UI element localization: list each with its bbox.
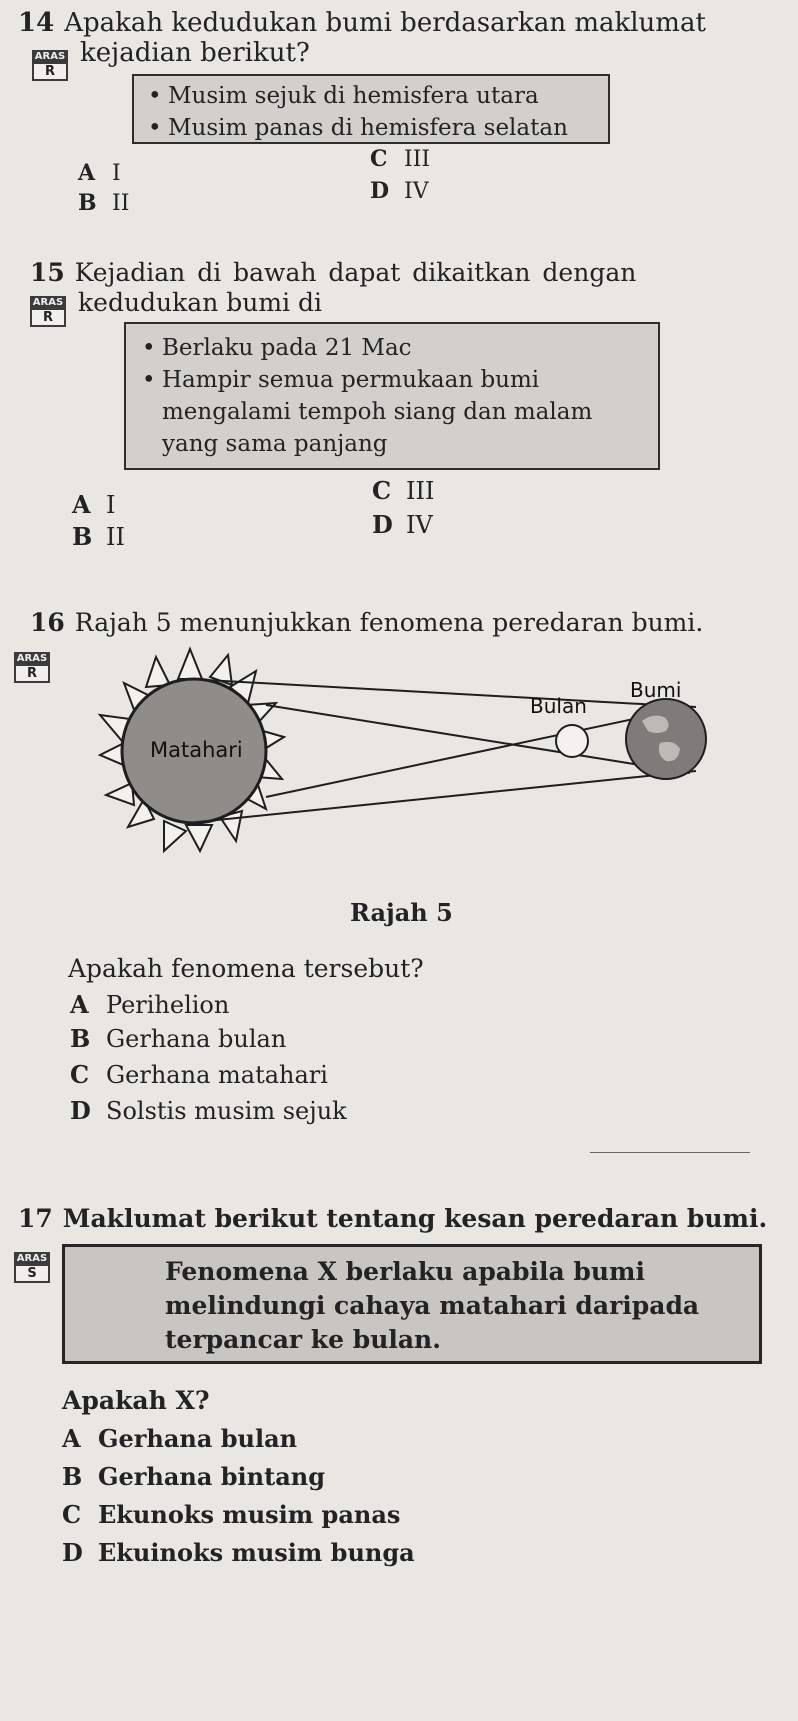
q14-option-a[interactable] bbox=[78, 160, 121, 187]
section-divider bbox=[590, 1152, 750, 1153]
q17-question: Apakah X? bbox=[62, 1386, 210, 1415]
q17-badge-bottom: S bbox=[14, 1266, 50, 1283]
q15-option-d[interactable] bbox=[372, 512, 433, 538]
q16-option-b-letter: B bbox=[70, 1024, 91, 1053]
q16-level-badge bbox=[14, 652, 50, 683]
q17-option-d-letter: D bbox=[62, 1538, 83, 1567]
q17-option-b-text: Gerhana bintang bbox=[98, 1462, 325, 1491]
earth-label: Bumi bbox=[630, 678, 682, 702]
q17-option-c-letter: C bbox=[62, 1500, 82, 1529]
q15-option-c-text: III bbox=[406, 477, 435, 505]
q14-option-c-letter: C bbox=[370, 146, 388, 172]
q14-option-a-letter: A bbox=[78, 160, 96, 186]
q14-title-line1: Apakah kedudukan bumi berdasarkan maklumat bbox=[64, 8, 706, 38]
q15-option-a-letter: A bbox=[72, 490, 91, 519]
q16-badge-top: ARAS bbox=[14, 652, 50, 666]
q15-option-a[interactable] bbox=[72, 492, 115, 518]
q16-question: Apakah fenomena tersebut? bbox=[68, 954, 424, 983]
ray-line-lower bbox=[188, 771, 696, 823]
q15-title bbox=[30, 258, 636, 288]
q15-badge-top: ARAS bbox=[30, 296, 66, 310]
q16-option-a-text: Perihelion bbox=[106, 991, 230, 1019]
q17-option-a-letter: A bbox=[62, 1424, 81, 1453]
q15-option-c[interactable] bbox=[372, 478, 434, 504]
q16-option-d[interactable] bbox=[70, 1096, 347, 1126]
q16-number: 16 bbox=[30, 608, 65, 637]
q14-badge-top: ARAS bbox=[32, 50, 68, 64]
q17-option-c-text: Ekunoks musim panas bbox=[98, 1500, 401, 1529]
q15-title-line2: kedudukan bumi di bbox=[78, 288, 323, 317]
earth-disc bbox=[626, 699, 706, 779]
q15-option-d-letter: D bbox=[372, 510, 393, 539]
q14-option-c[interactable] bbox=[370, 146, 430, 173]
q17-option-a-text: Gerhana bulan bbox=[98, 1424, 298, 1453]
q17-option-d[interactable] bbox=[62, 1538, 415, 1568]
q17-level-badge bbox=[14, 1252, 50, 1283]
moon-label: Bulan bbox=[530, 694, 587, 718]
q16-option-a[interactable] bbox=[70, 990, 229, 1020]
q14-level-badge bbox=[32, 50, 68, 81]
q15-option-b-letter: B bbox=[72, 522, 93, 551]
q14-title-line2: kejadian berikut? bbox=[80, 38, 310, 68]
q15-option-b-text: II bbox=[106, 523, 125, 551]
q14-option-c-text: III bbox=[404, 147, 431, 172]
moon-disc bbox=[556, 725, 588, 757]
q14-option-b-letter: B bbox=[78, 190, 97, 216]
q14-option-b[interactable] bbox=[78, 190, 129, 217]
q15-title-line1: Kejadian di bawah dapat dikaitkan dengan bbox=[74, 258, 637, 287]
sun-label: Matahari bbox=[150, 738, 243, 762]
q16-option-b[interactable] bbox=[70, 1024, 286, 1054]
q14-bullet-2: • Musim panas di hemisfera selatan bbox=[142, 112, 600, 144]
q17-option-c[interactable] bbox=[62, 1500, 400, 1530]
q15-info-box bbox=[124, 322, 660, 470]
q14-option-d-text: IV bbox=[404, 179, 429, 204]
q14-option-d-letter: D bbox=[370, 178, 390, 204]
q16-option-d-letter: D bbox=[70, 1096, 91, 1125]
q16-option-a-letter: A bbox=[70, 990, 89, 1019]
q15-level-badge bbox=[30, 296, 66, 327]
q14-bullet-1: • Musim sejuk di hemisfera utara bbox=[142, 80, 600, 112]
q17-title bbox=[18, 1204, 767, 1234]
q17-statement: Fenomena X berlaku apabila bumi melindungi cahaya matahari daripada terpancar ke bulan. bbox=[165, 1257, 700, 1354]
q14-number: 14 bbox=[18, 8, 55, 38]
q15-bullet-1: • Berlaku pada 21 Mac bbox=[136, 332, 648, 364]
q16-title-text: Rajah 5 menunjukkan fenomena peredaran bumi. bbox=[74, 608, 704, 637]
q17-option-b[interactable] bbox=[62, 1462, 325, 1492]
q17-badge-top: ARAS bbox=[14, 1252, 50, 1266]
q15-option-c-letter: C bbox=[372, 476, 392, 505]
q16-option-b-text: Gerhana bulan bbox=[106, 1025, 287, 1053]
q15-option-a-text: I bbox=[106, 491, 116, 519]
q17-option-a[interactable] bbox=[62, 1424, 297, 1454]
ray-line-cross-2 bbox=[266, 707, 690, 797]
q14-title bbox=[18, 8, 706, 38]
q17-statement-box bbox=[62, 1244, 762, 1364]
q15-badge-bottom: R bbox=[30, 310, 66, 327]
q16-option-c-text: Gerhana matahari bbox=[106, 1061, 328, 1089]
q14-option-b-text: II bbox=[112, 191, 130, 216]
q16-title bbox=[30, 608, 703, 638]
q14-option-a-text: I bbox=[112, 161, 121, 186]
q15-number: 15 bbox=[30, 258, 65, 287]
q14-badge-bottom: R bbox=[32, 64, 68, 81]
q14-info-box bbox=[132, 74, 610, 144]
q16-option-c-letter: C bbox=[70, 1060, 90, 1089]
q16-badge-bottom: R bbox=[14, 666, 50, 683]
q17-number: 17 bbox=[18, 1204, 53, 1233]
q15-bullet-2: • Hampir semua permukaan bumi mengalami tempoh siang dan malam yang sama panjang bbox=[136, 364, 648, 460]
q16-figure-caption: Rajah 5 bbox=[350, 898, 453, 927]
q17-title-text: Maklumat berikut tentang kesan peredaran bumi. bbox=[62, 1204, 768, 1233]
q16-option-c[interactable] bbox=[70, 1060, 328, 1090]
q17-option-d-text: Ekuinoks musim bunga bbox=[98, 1538, 415, 1567]
q15-option-b[interactable] bbox=[72, 524, 125, 550]
q14-option-d[interactable] bbox=[370, 178, 429, 205]
q16-option-d-text: Solstis musim sejuk bbox=[106, 1097, 347, 1125]
q15-option-d-text: IV bbox=[406, 511, 433, 539]
eclipse-diagram bbox=[70, 645, 730, 875]
q17-option-b-letter: B bbox=[62, 1462, 83, 1491]
